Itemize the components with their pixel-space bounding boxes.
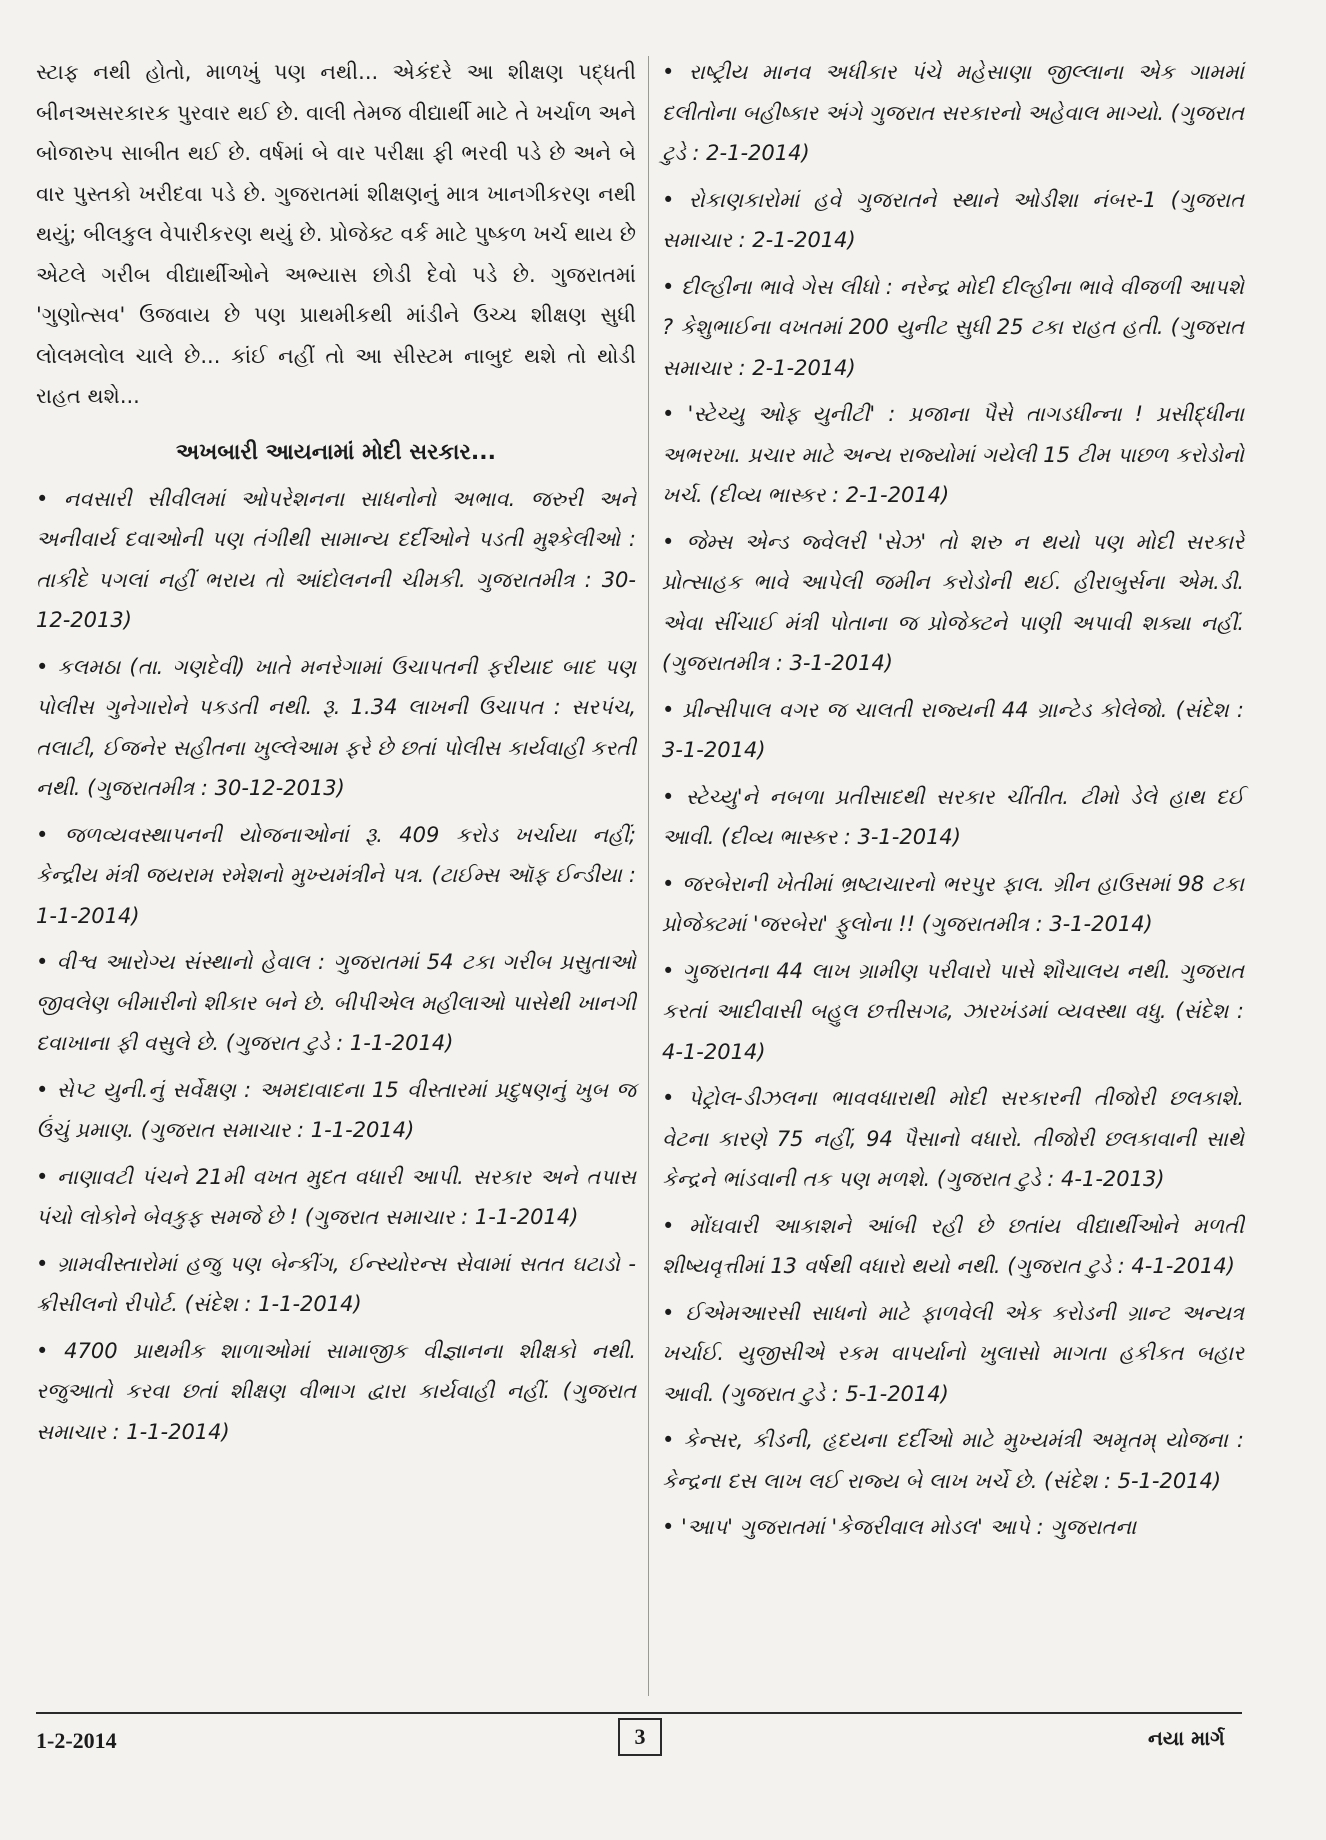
- news-item: • જેમ્સ એન્ડ જ્વેલરી 'સેઝ' તો શરુ ન થયો પણ મોદી સરકારે પ્રોત્સાહક ભાવે આપેલી જમીન કરોડોની થઈ. હીરાબુર્સના એમ.ડી. એવા સીંચાઈ મંત્રી પોતાના જ પ્રોજેક્ટને પાણી અપાવી શક્યા નહીં. (ગુજરાતમીત્ર : 3-1-2014): [662, 529, 1244, 675]
- page-number: 3: [618, 1718, 662, 1756]
- news-item: • પ્રીન્સીપાલ વગર જ ચાલતી રાજ્યની 44 ગ્રાન્ટેડ કોલેજો. (સંદેશ : 3-1-2014): [662, 697, 1244, 762]
- news-item: • નાણાવટી પંચને 21મી વખત મુદત વધારી આપી. સરકાર અને તપાસ પંચો લોકોને બેવકુફ સમજે છે ! (ગુજરાત સમાચાર : 1-1-2014): [36, 1164, 636, 1229]
- news-item: • ગુજરાતના 44 લાખ ગ્રામીણ પરીવારો પાસે શૌચાલય નથી. ગુજરાત કરતાં આદીવાસી બહુલ છત્તીસગઢ, ઝારખંડમાં વ્યવસ્થા વધુ. (સંદેશ : 4-1-2014): [662, 958, 1244, 1064]
- news-item: • રોકાણકારોમાં હવે ગુજરાતને સ્થાને ઓડીશા નંબર-1 (ગુજરાત સમાચાર : 2-1-2014): [662, 187, 1244, 252]
- news-item: • નવસારી સીવીલમાં ઓપરેશનના સાધનોનો અભાવ. જરુરી અને અનીવાર્ય દવાઓની પણ તંગીથી સામાન્ય દર્દીઓને પડતી મુશ્કેલીઓ : તાકીદે પગલાં નહીં ભરાય તો આંદોલનની ચીમકી. ગુજરાતમીત્ર : 30-12-2013): [36, 486, 636, 632]
- news-item: • વીશ્વ આરોગ્ય સંસ્થાનો હેવાલ : ગુજરાતમાં 54 ટકા ગરીબ પ્રસુતાઓ જીવલેણ બીમારીનો શીકાર બને છે. બીપીએલ મહીલાઓ પાસેથી ખાનગી દવાખાના ફી વસુલે છે. (ગુજરાત ટુડે : 1-1-2014): [36, 950, 636, 1055]
- right-column: [662, 52, 1244, 1554]
- news-item: • જરબેરાની ખેતીમાં ભ્રષ્ટાચારનો ભરપુર ફાલ. ગ્રીન હાઉસમાં 98 ટકા પ્રોજેક્ટમાં 'જરબેરા' ફુલોના !! (ગુજરાતમીત્ર : 3-1-2014): [662, 871, 1244, 936]
- news-item: • દીલ્હીના ભાવે ગેસ લીધો : નરેન્દ્ર મોદી દીલ્હીના ભાવે વીજળી આપશે ? કેશુભાઈના વખતમાં 200 યુનીટ સુધી 25 ટકા રાહત હતી. (ગુજરાત સમાચાર : 2-1-2014): [662, 274, 1244, 380]
- section-heading: અખબારી આયનામાં મોદી સરકાર...: [176, 439, 496, 465]
- news-item: • સ્ટેચ્યુ'ને નબળા પ્રતીસાદથી સરકાર ચીંતીત. ટીમો ડેલે હાથ દઈ આવી. (દીવ્ય ભાસ્કર : 3-1-2014): [662, 784, 1244, 849]
- news-item: • કલમઠા (તા. ગણદેવી) ખાતે મનરેગામાં ઉચાપતની ફરીયાદ બાદ પણ પોલીસ ગુનેગારોને પકડતી નથી. રૂ. 1.34 લાખની ઉચાપત : સરપંચ, તલાટી, ઈજનેર સહીતના ખુલ્લેઆમ ફરે છે છતાં પોલીસ કાર્યવાહી કરતી નથી. (ગુજરાતમીત્ર : 30-12-2013): [36, 654, 636, 800]
- column-divider: [648, 56, 649, 1696]
- publication-name: નયા માર્ગ: [1148, 1726, 1225, 1750]
- news-item: • કેન્સર, કીડની, હૃદયના દર્દીઓ માટે મુખ્યમંત્રી અમૃતમ્ યોજના : કેન્દ્રના દસ લાખ લઈ રાજ્ય બે લાખ ખર્ચે છે. (સંદેશ : 5-1-2014): [662, 1428, 1244, 1493]
- footer-date: 1-2-2014: [36, 1728, 117, 1753]
- news-item: • 4700 પ્રાથમીક શાળાઓમાં સામાજીક વીજ્ઞાનના શીક્ષકો નથી. રજુઆતો કરવા છતાં શીક્ષણ વીભાગ દ્વારા કાર્યવાહી નહીં. (ગુજરાત સમાચાર : 1-1-2014): [36, 1338, 636, 1444]
- news-item: • સેપ્ટ યુની.નું સર્વેક્ષણ : અમદાવાદના 15 વીસ્તારમાં પ્રદુષણનું ખુબ જ ઉંચું પ્રમાણ. (ગુજરાત સમાચાર : 1-1-2014): [36, 1077, 636, 1142]
- news-item: • 'સ્ટેચ્યુ ઓફ યુનીટી' : પ્રજાના પૈસે તાગડધીન્ના ! પ્રસીદ્ધીના અભરખા. પ્રચાર માટે અન્ય રાજ્યોમાં ગયેલી 15 ટીમ પાછળ કરોડોનો ખર્ચ. (દીવ્ય ભાસ્કર : 2-1-2014): [662, 402, 1244, 507]
- news-item: • પેટ્રોલ-ડીઝલના ભાવવધારાથી મોદી સરકારની તીજોરી છલકાશે. વેટના કારણે 75 નહીં, 94 પૈસાનો વધારો. તીજોરી છલકાવાની સાથે કેન્દ્રને ભાંડવાની તક પણ મળશે. (ગુજરાત ટુડે : 4-1-2013): [662, 1086, 1244, 1191]
- intro-paragraph: સ્ટાફ નથી હોતો, માળખું પણ નથી... એકંદરે આ શીક્ષણ પદ્ધતી બીનઅસરકારક પુરવાર થઈ છે. વાલી તેમજ વીદ્યાર્થી માટે તે ખર્ચાળ અને બોજારુપ સાબીત થઈ છે. વર્ષમાં બે વાર પરીક્ષા ફી ભરવી પડે છે અને બે વાર પુસ્તકો ખરીદવા પડે છે. ગુજરાતમાં શીક્ષણનું માત્ર ખાનગીકરણ નથી થયું; બીલકુલ વેપારીકરણ થયું છે. પ્રોજેક્ટ વર્ક માટે પુષ્કળ ખર્ચ થાય છે એટલે ગરીબ વીદ્યાર્થીઓને અભ્યાસ છોડી દેવો પડે છે. ગુજરાતમાં 'ગુણોત્સવ' ઉજવાય છે પણ પ્રાથમીકથી માંડીને ઉચ્ચ શીક્ષણ સુધી લોલમલોલ ચાલે છે... કાંઈ નહીં તો આ સીસ્ટમ નાબુદ થશે તો થોડી રાહત થશે...: [36, 60, 636, 408]
- left-column: [36, 52, 636, 1458]
- news-item: • 'આપ' ગુજરાતમાં 'કેજરીવાલ મોડલ' આપે : ગુજરાતના: [662, 1515, 1137, 1539]
- news-item: • જળવ્યવસ્થાપનની યોજનાઓનાં રૂ. 409 કરોડ ખર્ચાયા નહીં; કેન્દ્રીય મંત્રી જયરામ રમેશનો મુખ્યમંત્રીને પત્ર. (ટાઈમ્સ ઑફ ઈન્ડીયા : 1-1-2014): [36, 822, 636, 928]
- news-item: • ગ્રામવીસ્તારોમાં હજુ પણ બેન્કીંગ, ઈન્સ્યોરન્સ સેવામાં સતત ઘટાડો - ક્રીસીલનો રીપોર્ટ. (સંદેશ : 1-1-2014): [36, 1251, 636, 1316]
- news-item: • ઈએમઆરસી સાધનો માટે ફાળવેલી એક કરોડની ગ્રાન્ટ અન્યત્ર ખર્ચાઈ. યુજીસીએ રકમ વાપર્યાનો ખુલાસો માગતા હકીકત બહાર આવી. (ગુજરાત ટુડે : 5-1-2014): [662, 1300, 1244, 1406]
- footer-rule: [36, 1712, 1242, 1714]
- news-item: • મોંઘવારી આકાશને આંબી રહી છે છતાંય વીદ્યાર્થીઓને મળતી શીષ્યવૃત્તીમાં 13 વર્ષથી વધારો થયો નથી. (ગુજરાત ટુડે : 4-1-2014): [662, 1213, 1244, 1278]
- news-item: • રાષ્ટ્રીય માનવ અધીકાર પંચે મહેસાણા જીલ્લાના એક ગામમાં દલીતોના બહીષ્કાર અંગે ગુજરાત સરકારનો અહેવાલ માગ્યો. (ગુજરાત ટુડે : 2-1-2014): [662, 60, 1244, 165]
